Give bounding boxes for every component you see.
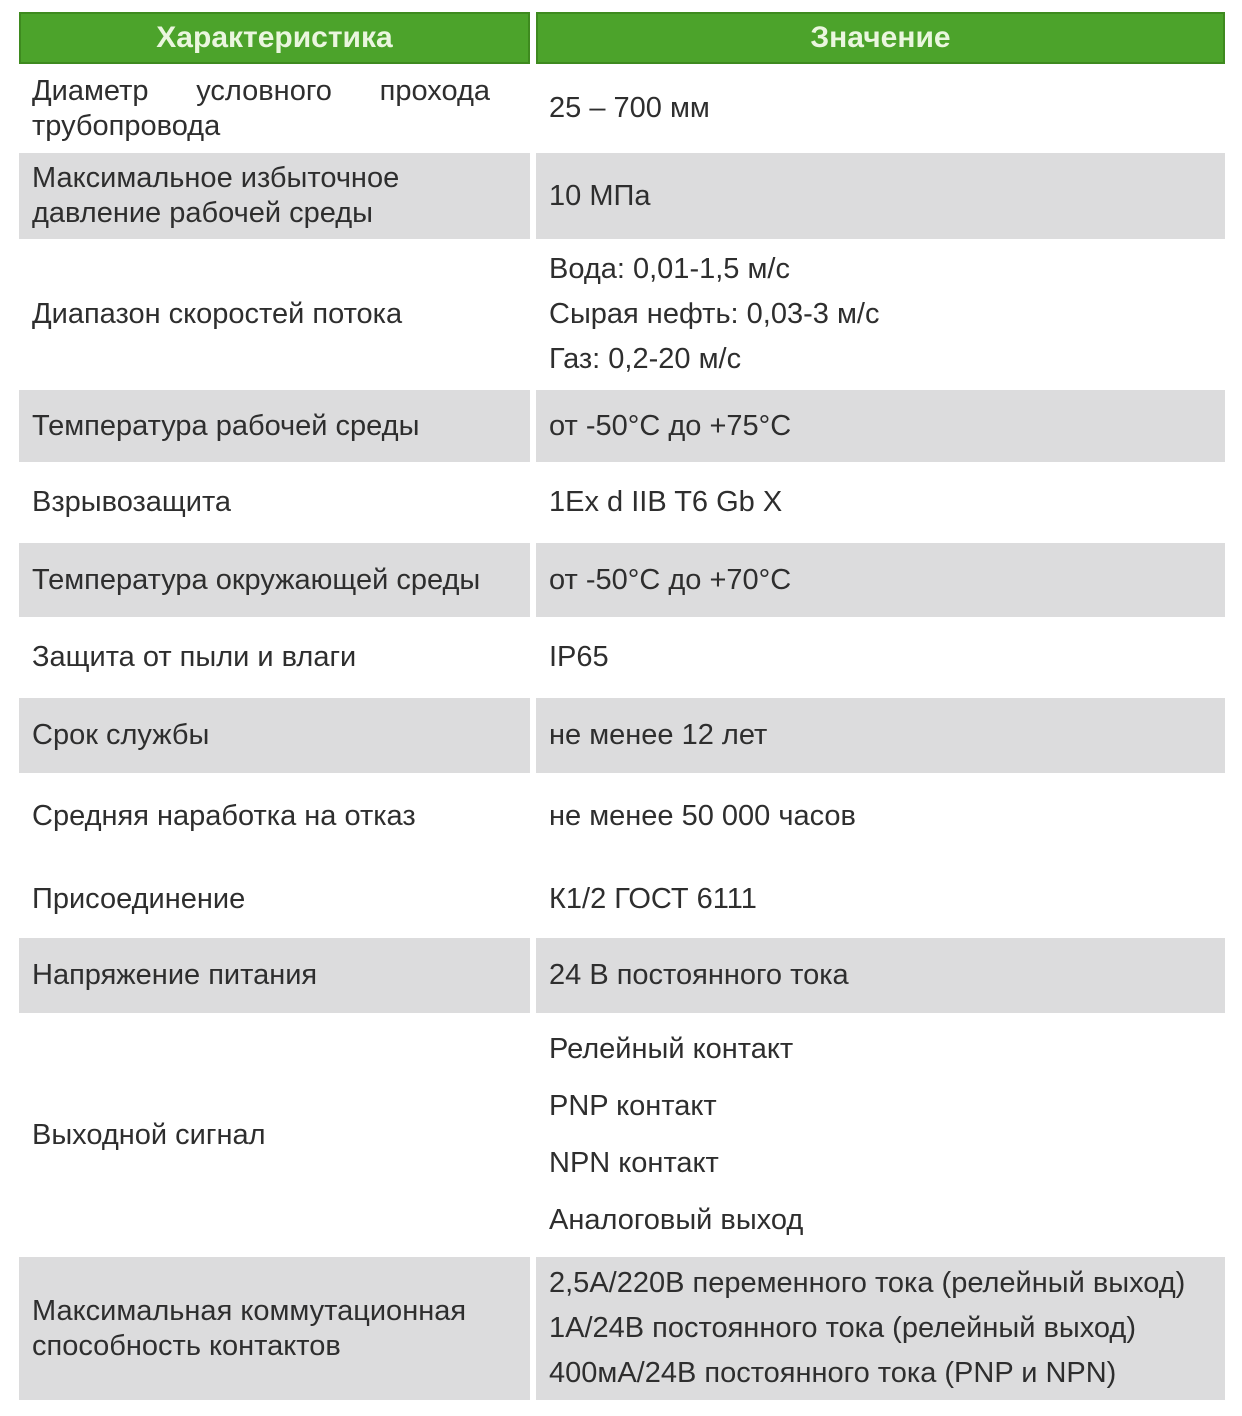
row-label: Диаметр условного прохода трубопровода <box>32 74 490 142</box>
value-line: 1Ex d IIB T6 Gb X <box>549 486 783 518</box>
row-label: Выходной сигнал <box>32 1118 266 1151</box>
table-row <box>19 860 1225 938</box>
value-line: PNP контакт <box>549 1090 717 1122</box>
row-values <box>536 239 1225 390</box>
row-values <box>536 153 1225 239</box>
table-row <box>19 1257 1225 1400</box>
row-values <box>536 1257 1225 1400</box>
row-values <box>536 543 1225 617</box>
row-values <box>536 64 1225 153</box>
value-line: Аналоговый выход <box>549 1204 804 1236</box>
table-row <box>19 617 1225 698</box>
value-line: 400мА/24В постоянного тока (PNP и NPN) <box>549 1357 1117 1389</box>
row-label: Взрывозащита <box>32 486 232 518</box>
table-row <box>19 153 1225 239</box>
row-values <box>536 773 1225 860</box>
row-values <box>536 698 1225 773</box>
column-header-characteristic: Характеристика <box>19 12 530 64</box>
table-row <box>19 938 1225 1013</box>
value-line: не менее 50 000 часов <box>549 800 856 832</box>
table-row <box>19 543 1225 617</box>
table-row <box>19 462 1225 543</box>
value-line: 1А/24В постоянного тока (релейный выход) <box>549 1312 1136 1344</box>
value-line: не менее 12 лет <box>549 719 768 751</box>
value-line: от -50°С до +75°С <box>549 409 792 442</box>
row-label: Температура рабочей среды <box>19 390 530 462</box>
table-row <box>19 239 1225 390</box>
table-row <box>19 773 1225 860</box>
specifications-table <box>19 12 1225 1400</box>
value-line: Сырая нефть: 0,03-3 м/с <box>549 298 880 330</box>
value-line: 2,5А/220В переменного тока (релейный выход) <box>549 1267 1186 1299</box>
row-label: Средняя наработка на отказ <box>32 800 416 832</box>
row-label: Диапазон скоростей потока <box>32 298 403 330</box>
row-values <box>536 860 1225 938</box>
row-values <box>536 462 1225 543</box>
value-line: NPN контакт <box>549 1147 719 1179</box>
row-values <box>536 1013 1225 1257</box>
value-line: Релейный контакт <box>549 1033 794 1065</box>
value-line: от -50°С до +70°С <box>549 563 792 596</box>
row-label: Напряжение питания <box>19 938 530 1013</box>
row-label: Температура окружающей среды <box>19 543 530 617</box>
table-row <box>19 698 1225 773</box>
value-line: К1/2 ГОСТ 6111 <box>549 882 757 915</box>
row-label: Максимальная коммутационная способность контактов <box>19 1257 530 1400</box>
row-values <box>536 390 1225 462</box>
table-row <box>19 390 1225 462</box>
table-row <box>19 64 1225 153</box>
row-label: Присоединение <box>32 882 246 915</box>
value-line: 10 МПа <box>549 179 651 212</box>
row-values <box>536 617 1225 698</box>
table-body <box>19 64 1225 1400</box>
row-label: Максимальное избыточное давление рабочей среды <box>19 153 530 239</box>
value-line: Вода: 0,01-1,5 м/с <box>549 253 790 285</box>
table-header-row <box>19 12 1225 64</box>
row-values <box>536 938 1225 1013</box>
value-line: 25 – 700 мм <box>549 92 710 124</box>
row-label: Защита от пыли и влаги <box>32 641 357 673</box>
column-header-value: Значение <box>536 12 1225 64</box>
value-line: 24 В постоянного тока <box>549 959 849 991</box>
value-line: Газ: 0,2-20 м/с <box>549 343 742 375</box>
value-line: IP65 <box>549 641 609 673</box>
table-row <box>19 1013 1225 1257</box>
row-label: Срок службы <box>19 698 530 773</box>
